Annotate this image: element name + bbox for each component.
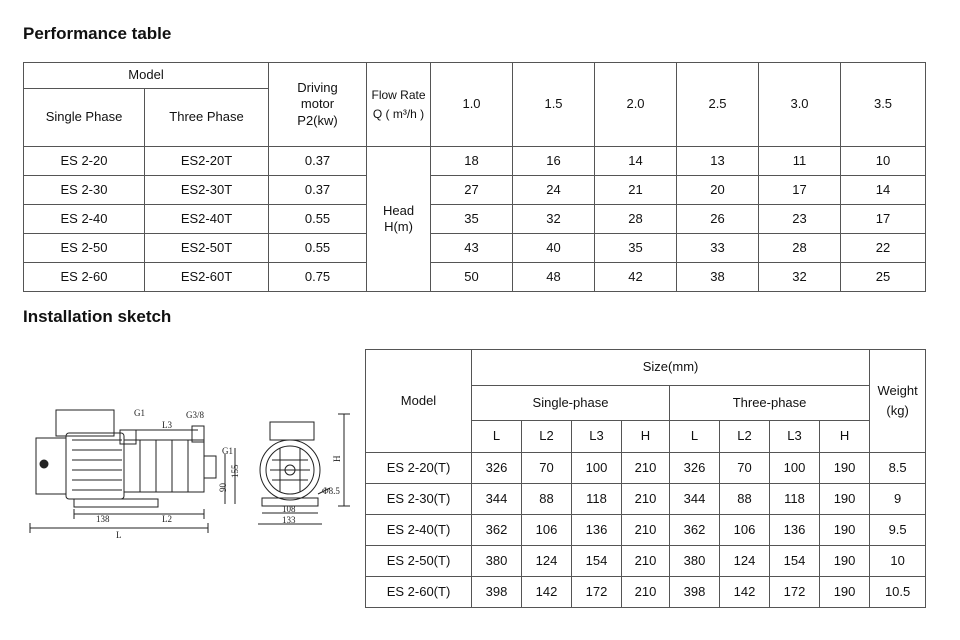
size-value: 190 xyxy=(820,515,870,546)
pump-sketch xyxy=(22,400,357,540)
head-value: 23 xyxy=(759,205,841,234)
motor-header-line-3: P2(kw) xyxy=(297,112,338,128)
head-value: 24 xyxy=(513,176,595,205)
size-model: ES 2-30(T) xyxy=(366,484,472,515)
h90-label: 90 xyxy=(218,483,228,492)
l2-label: L2 xyxy=(162,514,172,524)
inlet-port xyxy=(204,456,216,478)
size-value: 142 xyxy=(522,577,572,608)
size-table xyxy=(365,349,926,608)
head-value: 17 xyxy=(841,205,926,234)
single-phase-model: ES 2-20 xyxy=(24,147,145,176)
dimension-header: L xyxy=(472,421,522,453)
motor-power: 0.55 xyxy=(269,205,367,234)
h155-label: 155 xyxy=(230,464,240,478)
head-label xyxy=(367,147,431,292)
size-value: 118 xyxy=(770,484,820,515)
flow-rate-cell: 1.0 xyxy=(431,63,513,147)
size-value: 190 xyxy=(820,453,870,484)
weight-value: 8.5 xyxy=(870,453,926,484)
size-value: 154 xyxy=(572,546,622,577)
size-value: 344 xyxy=(472,484,522,515)
d108-label: 108 xyxy=(282,504,296,514)
size-model-header: Model xyxy=(366,350,472,453)
flow-rate-cell: 3.5 xyxy=(841,63,926,147)
dimension-header: L3 xyxy=(572,421,622,453)
motor-power: 0.37 xyxy=(269,147,367,176)
size-value: 136 xyxy=(572,515,622,546)
size-value: 210 xyxy=(622,453,670,484)
size-value: 136 xyxy=(770,515,820,546)
size-value: 106 xyxy=(522,515,572,546)
head-value: 27 xyxy=(431,176,513,205)
head-value: 26 xyxy=(677,205,759,234)
head-value: 40 xyxy=(513,234,595,263)
size-value: 106 xyxy=(720,515,770,546)
head-value: 28 xyxy=(759,234,841,263)
head-value: 32 xyxy=(513,205,595,234)
weight-value: 9 xyxy=(870,484,926,515)
d133-label: 133 xyxy=(282,515,296,525)
head-value: 48 xyxy=(513,263,595,292)
head-value: 50 xyxy=(431,263,513,292)
size-value: 190 xyxy=(820,546,870,577)
head-value: 32 xyxy=(759,263,841,292)
head-value: 10 xyxy=(841,147,926,176)
size-value: 362 xyxy=(472,515,522,546)
flow-rate-header-line-1: Flow Rate xyxy=(371,87,426,102)
dimension-header: L xyxy=(670,421,720,453)
flow-rate-cell: 2.5 xyxy=(677,63,759,147)
weight-header-line-2: (kg) xyxy=(886,403,909,418)
motor-header-line-1: Driving xyxy=(297,80,338,96)
size-value: 124 xyxy=(720,546,770,577)
flow-rate-cell: 1.5 xyxy=(513,63,595,147)
flow-rate-cell: 3.0 xyxy=(759,63,841,147)
size-header: Size(mm) xyxy=(472,350,870,386)
weight-value: 10.5 xyxy=(870,577,926,608)
flow-rate-header xyxy=(367,63,431,147)
hole-label: Φ8.5 xyxy=(322,486,340,496)
size-single-phase-header: Single-phase xyxy=(472,386,670,421)
motor-header-line-2: motor xyxy=(300,96,335,112)
size-value: 70 xyxy=(720,453,770,484)
size-model: ES 2-50(T) xyxy=(366,546,472,577)
l-label: L xyxy=(116,530,122,540)
head-value: 43 xyxy=(431,234,513,263)
l3-label: L3 xyxy=(162,420,172,430)
single-phase-model: ES 2-40 xyxy=(24,205,145,234)
flow-rate-header-line-2: Q ( m³/h ) xyxy=(372,106,425,121)
head-value: 25 xyxy=(841,263,926,292)
weight-header xyxy=(870,350,926,453)
g3-8-label: G3/8 xyxy=(186,410,204,420)
three-phase-model: ES2-50T xyxy=(145,234,269,263)
dimension-header: L3 xyxy=(770,421,820,453)
size-model: ES 2-40(T) xyxy=(366,515,472,546)
head-value: 42 xyxy=(595,263,677,292)
size-value: 118 xyxy=(572,484,622,515)
single-phase-model: ES 2-60 xyxy=(24,263,145,292)
weight-value: 9.5 xyxy=(870,515,926,546)
head-value: 28 xyxy=(595,205,677,234)
model-header: Model xyxy=(24,63,269,89)
motor-body xyxy=(66,433,124,499)
size-value: 100 xyxy=(572,453,622,484)
size-value: 362 xyxy=(670,515,720,546)
performance-table-title: Performance table xyxy=(23,24,172,43)
head-value: 35 xyxy=(595,234,677,263)
single-phase-header: Single Phase xyxy=(24,89,145,147)
dimension-header: H xyxy=(820,421,870,453)
size-value: 210 xyxy=(622,484,670,515)
size-value: 380 xyxy=(670,546,720,577)
head-value: 38 xyxy=(677,263,759,292)
head-value: 18 xyxy=(431,147,513,176)
size-value: 326 xyxy=(670,453,720,484)
size-value: 88 xyxy=(720,484,770,515)
single-phase-model: ES 2-30 xyxy=(24,176,145,205)
size-value: 172 xyxy=(770,577,820,608)
size-value: 190 xyxy=(820,484,870,515)
size-model: ES 2-20(T) xyxy=(366,453,472,484)
size-value: 210 xyxy=(622,515,670,546)
dimension-header: L2 xyxy=(720,421,770,453)
dimension-header: H xyxy=(622,421,670,453)
head-value: 22 xyxy=(841,234,926,263)
three-phase-model: ES2-30T xyxy=(145,176,269,205)
g1-top-label: G1 xyxy=(134,408,145,418)
size-value: 190 xyxy=(820,577,870,608)
size-value: 398 xyxy=(472,577,522,608)
base-foot xyxy=(74,499,158,507)
single-phase-model: ES 2-50 xyxy=(24,234,145,263)
terminal-box xyxy=(56,410,114,436)
size-value: 100 xyxy=(770,453,820,484)
head-value: 13 xyxy=(677,147,759,176)
head-value: 11 xyxy=(759,147,841,176)
head-value: 20 xyxy=(677,176,759,205)
three-phase-model: ES2-20T xyxy=(145,147,269,176)
head-label-line-1: Head xyxy=(382,202,415,218)
installation-sketch-title: Installation sketch xyxy=(23,307,172,326)
size-value: 172 xyxy=(572,577,622,608)
flow-rate-cell: 2.0 xyxy=(595,63,677,147)
size-model: ES 2-60(T) xyxy=(366,577,472,608)
size-value: 398 xyxy=(670,577,720,608)
three-phase-header: Three Phase xyxy=(145,89,269,147)
size-value: 210 xyxy=(622,577,670,608)
head-value: 35 xyxy=(431,205,513,234)
size-value: 326 xyxy=(472,453,522,484)
size-value: 210 xyxy=(622,546,670,577)
pump-stages xyxy=(124,440,204,492)
head-value: 16 xyxy=(513,147,595,176)
size-value: 154 xyxy=(770,546,820,577)
motor-header xyxy=(269,63,367,147)
size-value: 344 xyxy=(670,484,720,515)
motor-power: 0.55 xyxy=(269,234,367,263)
size-value: 70 xyxy=(522,453,572,484)
head-value: 14 xyxy=(595,147,677,176)
weight-header-line-1: Weight xyxy=(877,382,918,398)
outlet-port xyxy=(120,430,136,444)
head-value: 17 xyxy=(759,176,841,205)
front-terminal-box xyxy=(270,422,314,440)
head-value: 33 xyxy=(677,234,759,263)
motor-power: 0.37 xyxy=(269,176,367,205)
size-value: 88 xyxy=(522,484,572,515)
performance-table xyxy=(23,62,926,292)
h-label: H xyxy=(332,455,342,462)
d138-label: 138 xyxy=(96,514,110,524)
size-value: 124 xyxy=(522,546,572,577)
head-value: 21 xyxy=(595,176,677,205)
size-three-phase-header: Three-phase xyxy=(670,386,870,421)
head-value: 14 xyxy=(841,176,926,205)
g1-side-label: G1 xyxy=(222,446,233,456)
three-phase-model: ES2-60T xyxy=(145,263,269,292)
size-value: 142 xyxy=(720,577,770,608)
dimension-header: L2 xyxy=(522,421,572,453)
size-value: 380 xyxy=(472,546,522,577)
weight-value: 10 xyxy=(870,546,926,577)
three-phase-model: ES2-40T xyxy=(145,205,269,234)
head-label-line-2: H(m) xyxy=(384,219,413,234)
motor-power: 0.75 xyxy=(269,263,367,292)
pump-drawing xyxy=(22,400,357,540)
